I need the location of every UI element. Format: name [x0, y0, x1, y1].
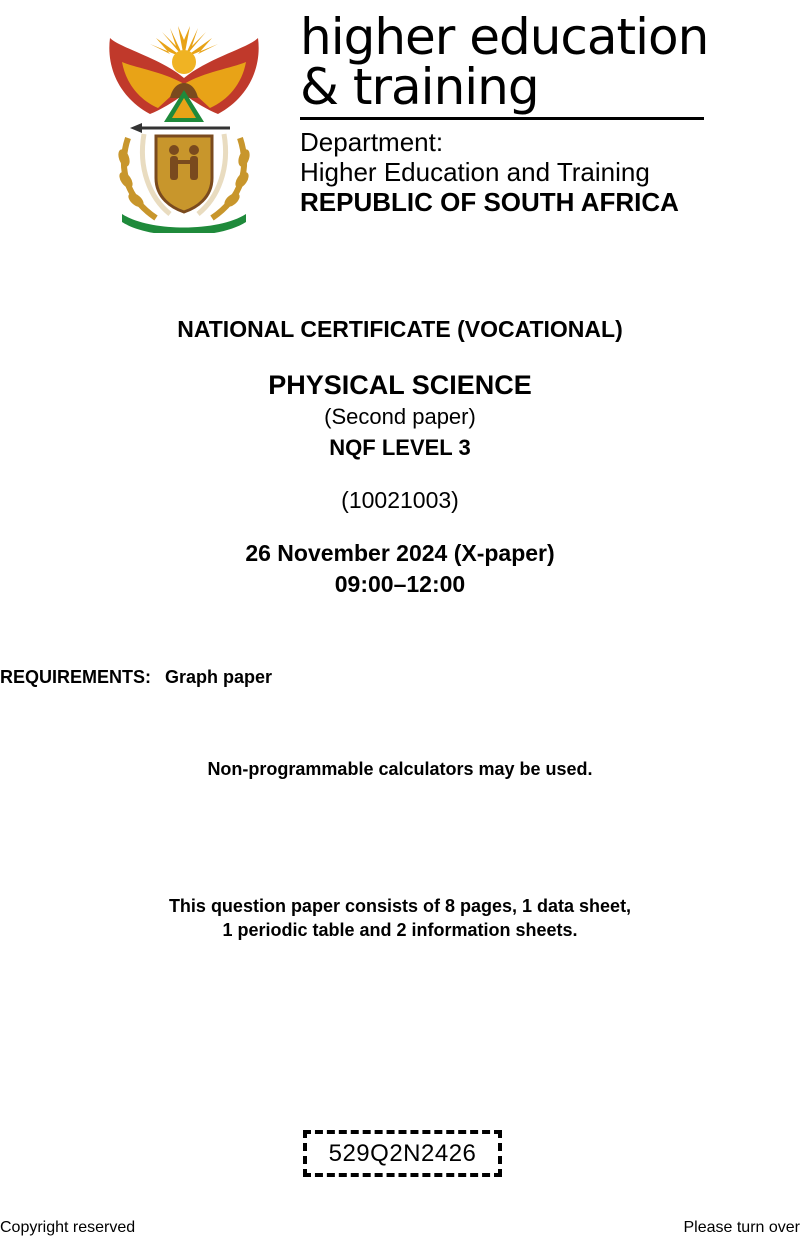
footer-copyright: Copyright reserved	[0, 1219, 136, 1236]
country-name: REPUBLIC OF SOUTH AFRICA	[300, 187, 679, 217]
department-name-block	[300, 127, 720, 217]
document-header	[0, 0, 800, 240]
page-count-note	[0, 894, 800, 942]
exam-time: 09:00–12:00	[334, 571, 466, 597]
certificate-title: NATIONAL CERTIFICATE (VOCATIONAL)	[177, 316, 623, 342]
page-count-line-1: This question paper consists of 8 pages, 1 data sheet,	[168, 896, 632, 916]
paper-code-box	[303, 1130, 502, 1177]
subject-title: PHYSICAL SCIENCE	[268, 370, 532, 400]
coat-of-arms-icon	[100, 18, 268, 233]
brand-line-1: higher education	[300, 8, 709, 66]
footer-turn-over: Please turn over	[683, 1219, 800, 1236]
calculator-note: Non-programmable calculators may be used.	[207, 759, 593, 779]
requirements-label: REQUIREMENTS:	[0, 667, 152, 687]
subject-code: (10021003)	[341, 487, 459, 513]
paper-number: (Second paper)	[324, 404, 476, 429]
department-name: Higher Education and Training	[300, 157, 650, 187]
page-count-line-2: 1 periodic table and 2 information sheets.	[222, 920, 578, 940]
requirements	[0, 667, 272, 688]
brand-divider	[300, 117, 704, 120]
department-brand	[300, 8, 720, 116]
exam-date: 26 November 2024 (X-paper)	[245, 540, 555, 566]
brand-line-2: & training	[300, 58, 539, 116]
requirements-value: Graph paper	[165, 667, 273, 687]
paper-code: 529Q2N2426	[328, 1139, 477, 1167]
nqf-level: NQF LEVEL 3	[329, 435, 471, 460]
department-label: Department:	[300, 127, 444, 157]
